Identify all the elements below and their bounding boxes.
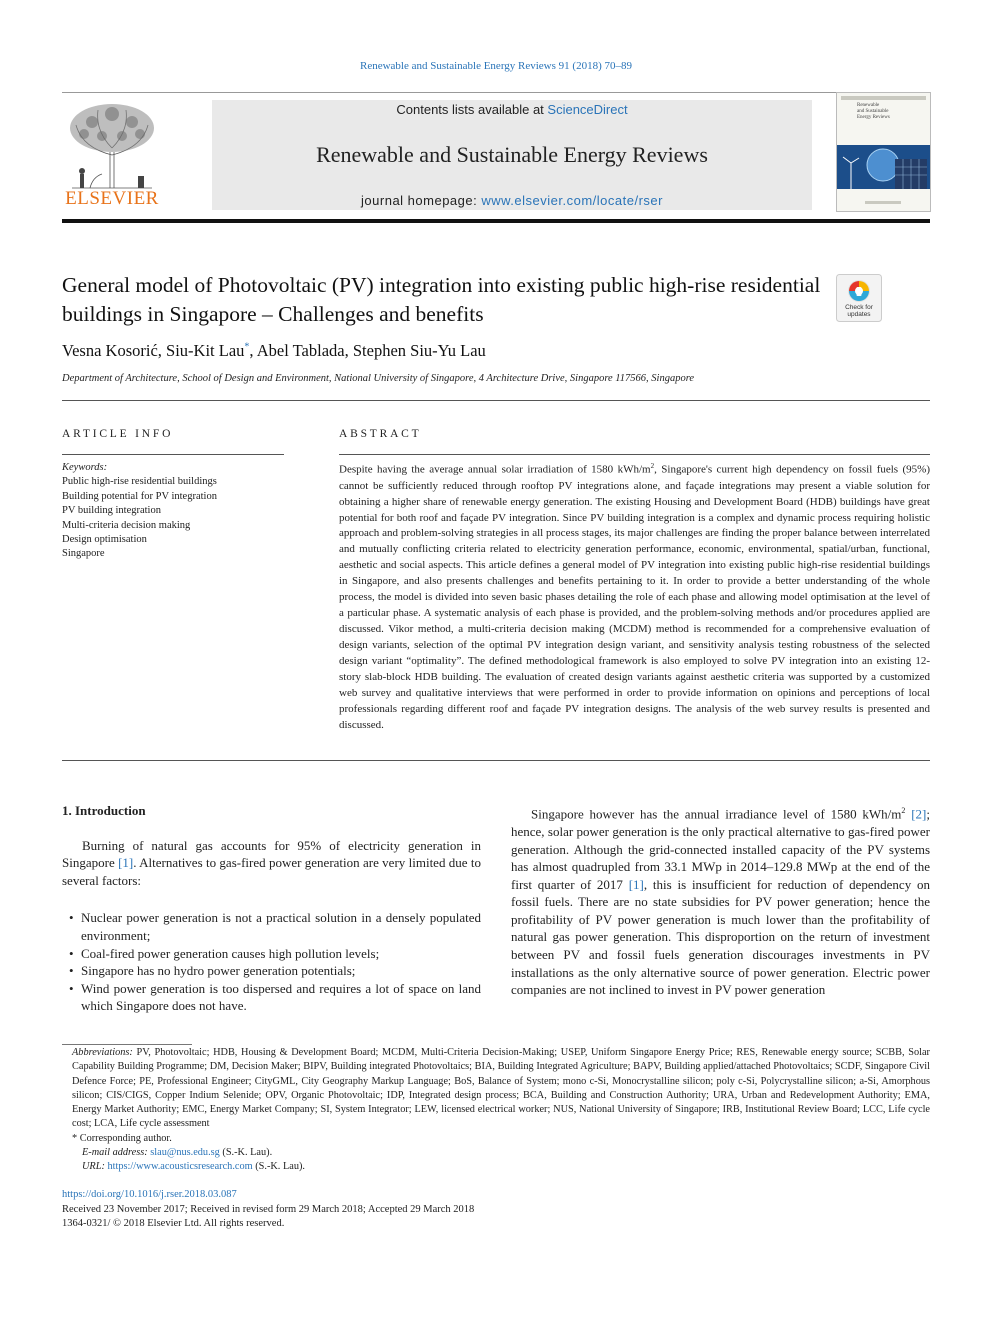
intro-paragraph-2 [511,802,930,999]
url-note [62,1160,930,1174]
list-item-text: Wind power generation is too dispersed and requires a lot of space on land which Singapore does not have. [81,980,481,1014]
email-label: E-mail address: [82,1147,148,1159]
author-names-1: Vesna Kosorić, Siu-Kit Lau [62,341,245,360]
keyword-item: Public high-rise residential buildings [62,476,217,488]
keywords-block [62,461,292,562]
crossmark-label-line1: Check for [845,304,873,311]
list-item [62,980,481,1015]
copyright-line: 1364-0321/ © 2018 Elsevier Ltd. All rights reserved. [62,1218,285,1230]
cover-title [857,103,890,121]
bullet-icon: • [69,910,74,926]
corresponding-author-mark[interactable]: * [244,341,250,353]
list-item [62,962,481,980]
citation-link[interactable]: [1] [628,876,644,892]
abstract-rule [339,454,930,455]
url-label: URL: [82,1161,105,1173]
email-note [62,1146,930,1160]
abstract-text-post: , Singapore's current high dependency on fossil fuels (95%) cannot be sufficiently reduced through rooftop PV integrations alone, and façade integrations may present a viable solution for obtaining a higher share of renewable energy generation. The existing Housing and Development Board (HDB) buildings have great potential for both roof and façade PV integration. Since PV building integration is a complex and dynamic process requiring holistic approach and problem-solving strategies in all process stages, its major challenges are finding the proper balance between interrelated and mutually conflicting criteria related to electricity generation performance, economic, environmental, spatial/urban, functional, aesthetic and social aspects. This article defines a general model of PV integration into existing public high-rise residential buildings in Singapore, and also presents challenges and benefits pertaining to it. In order to provide a better understanding of the whole process, the model is divided into seven basic phases detailing the role of each phase and allowing model optimisation at the level of a particular phase. A systematic analysis of each phase is provided, and the problem-solving methods and/or procedures applied are discussed. Vikor method, a multi-criteria decision making (MCDM) method is recommended for a comprehensive evaluation of design variants, selection of the optimal PV integration design variant, and sensitivity analysis testing robustness of the selected design variant “optimality”. The defined methodological framework is also employed to solve PV integration into an existing 12-story slab-block HDB building. The evaluation of created design variants against aesthetic criteria was supported by a customized web survey and qualitative interviews that were performed in order to provide information on opinions and perceptions of local professionals regarding different roof and façade PV integration designs. The analysis of the web survey results is presented and discussed. [339,463,930,731]
url-suffix: (S.-K. Lau). [252,1161,305,1173]
article-info-rule [62,454,284,455]
elsevier-logo [62,100,162,208]
list-item-text: Coal-fired power generation causes high pollution levels; [81,945,380,961]
journal-masthead [212,100,812,210]
intro-paragraph-1 [62,837,481,890]
intro-p2-text-a: Singapore however has the annual irradiance level of 1580 kWh/m [531,806,902,822]
crossmark-label [836,304,882,318]
citation-link[interactable]: [2] [911,806,927,822]
url-link[interactable]: https://www.acousticsresearch.com [107,1161,253,1173]
contents-prefix: Contents lists available at [396,102,548,117]
author-names-2: , Abel Tablada, Stephen Siu-Yu Lau [249,341,486,360]
homepage-line [212,193,812,208]
keyword-item: PV building integration [62,505,161,517]
abstract-heading: ABSTRACT [339,428,422,440]
abstract-text [339,459,930,734]
doi-link[interactable]: https://doi.org/10.1016/j.rser.2018.03.087 [62,1189,237,1200]
bullet-icon: • [69,945,74,961]
journal-title: Renewable and Sustainable Energy Reviews [316,142,708,167]
check-for-updates-badge[interactable] [836,274,882,322]
header-top-rule [62,92,930,93]
bullet-icon: • [69,963,74,979]
article-info-heading: ARTICLE INFO [62,428,174,440]
affiliation: Department of Architecture, School of Design and Environment, National University of Singapore, 4 Architecture Drive, Singapore 117566, Singapore [62,373,695,384]
list-item-text: Singapore has no hydro power generation potentials; [81,963,356,979]
list-item-text: Nuclear power generation is not a practical solution in a densely populated environment; [81,910,481,943]
abstract-text-pre: Despite having the average annual solar irradiation of 1580 kWh/m [339,463,651,476]
homepage-link[interactable]: www.elsevier.com/locate/rser [481,193,663,208]
abbreviations-text: PV, Photovoltaic; HDB, Housing & Development Board; MCDM, Multi-Criteria Decision-Making; USEP, Uniform Singapore Energy Price; RES, Renewable energy source; SCBB, Solar Capability Building Programme; DM, Decision Maker; BIPV, Building integrated Photovoltaics; BIA, Building Integrated Agriculture; BAPV, Building applied/attached Photovoltaics; SCDF, Singapore Civil Defence Force; PE, Professional Engineer; CityGML, City Geography Markup Language; BoS, Balance of System; mono c-Si, Monocrystalline silicon; poly c-Si, Polycrystalline silicon; a-Si, Amorphous silicon; CIS/CIGS, Copper Indium Selenide; OPV, Organic Photovoltaic; IDP, Integrated design process; BCA, Building and Construction Authority; URA, Urban and Redevelopment Authority; EMA, Energy Market Authority; EMC, Energy Market Company; SI, System Integrator; LEW, licensed electrical worker; NUS, National University of Singapore; IRB, Institutional Review Board; LCC, Life cycle cost; LCA, Life cycle assessment [72,1047,930,1130]
received-dates: Received 23 November 2017; Received in revised form 29 March 2018; Accepted 29 March 2018 [62,1203,475,1215]
journal-cover[interactable] [836,92,931,212]
abbreviations-footnote [62,1046,930,1132]
header-thick-rule [62,219,930,223]
sciencedirect-link[interactable]: ScienceDirect [547,102,628,117]
footnote-rule [62,1044,192,1045]
footnotes [62,1046,930,1175]
intro-p1-text-post: . Alternatives to gas-fired power generation are very limited due to several factors: [62,855,482,888]
keyword-item: Multi-criteria decision making [62,519,191,531]
intro-p2-superscript: 2 [901,806,906,815]
list-item [62,909,481,944]
cover-title-line2: and Sustainable [857,109,889,114]
intro-p1-text: Burning of natural gas accounts for 95% of electricity generation in Singapore [62,837,481,871]
intro-p2-text-b: ; hence, solar power generation is the only practical alternative to gas-fired power generation. Although the grid-connected installed capacity of the PV systems has almost quadrupled from 33.1 MWp in 2014–129.8 MWp at the end of the first quarter of 2017 [511,806,930,892]
homepage-prefix: journal homepage: [361,193,482,208]
citation-link[interactable]: [1] [118,855,134,871]
section-heading-introduction: 1. Introduction [62,803,146,818]
abstract-superscript: 2 [650,462,655,470]
contents-line [212,102,812,117]
cover-title-line1: Renewable [857,103,880,108]
keywords-label: Keywords: [62,462,108,473]
body-column-left [62,802,481,1015]
email-suffix: (S.-K. Lau). [219,1147,273,1159]
bullet-list [62,909,481,1015]
intro-p2-text-c: , this is insufficient for reduction of dependency on fossil fuels. There are no state subsidies for PV power generation; hence the profitability of PV power generation is much lower than the profitability of natural gas power generation. This disproportion on the return of investment between PV and fossil fuels generation discourages investments in PV installations as the only alternative source of power generation. Electric power companies are not inclined to invest in PV power generation [511,876,930,998]
keyword-item: Design optimisation [62,534,147,546]
keyword-item: Singapore [62,548,105,560]
body-column-right [511,802,930,999]
crossmark-label-line2: updates [847,311,871,318]
bullet-icon: • [69,980,74,996]
abstract-bottom-rule [62,760,930,761]
list-item [62,945,481,963]
keyword-item: Building potential for PV integration [62,490,217,502]
publication-info [62,1188,474,1232]
journal-reference[interactable]: Renewable and Sustainable Energy Reviews 91 (2018) 70–89 [360,60,632,72]
corresponding-author-note: * Corresponding author. [72,1132,172,1144]
title-block-rule [62,400,930,401]
publisher-name: ELSEVIER [65,188,159,209]
cover-title-line3: Energy Reviews [857,115,890,120]
email-link[interactable]: slau@nus.edu.sg [150,1147,220,1159]
abbreviations-label: Abbreviations: [72,1047,133,1058]
author-list [62,341,486,361]
paper-title: General model of Photovoltaic (PV) integration into existing public high-rise residential buildings in Singapore – Challenges and benefits [62,273,821,326]
